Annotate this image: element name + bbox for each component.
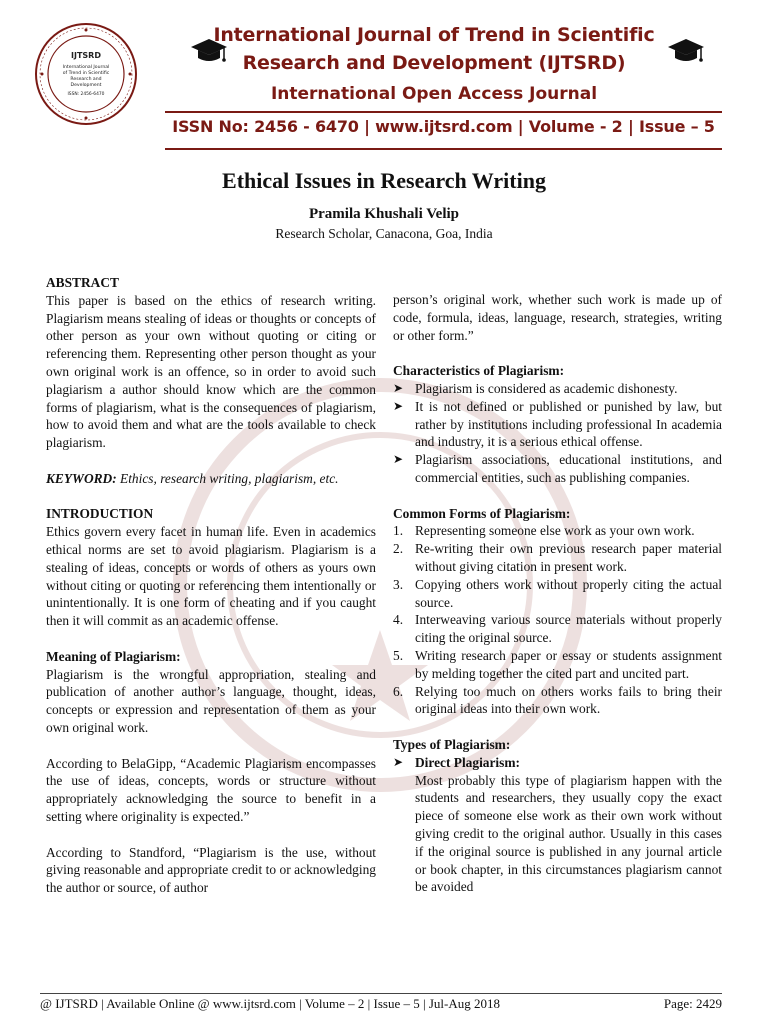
list-item-text: Copying others work without properly citing the actual source. xyxy=(415,576,722,610)
keywords-text: Ethics, research writing, plagiarism, etc. xyxy=(116,470,339,486)
list-number: 2. xyxy=(393,541,404,557)
logo-sub-1: International Journal xyxy=(62,65,110,70)
characteristics-heading: Characteristics of Plagiarism: xyxy=(393,363,565,379)
list-number: 1. xyxy=(393,523,404,539)
direct-plagiarism-heading: Direct Plagiarism: xyxy=(415,754,520,770)
ijtsrd-logo-seal xyxy=(34,22,138,126)
page-number: Page: 2429 xyxy=(663,996,722,1011)
right-column xyxy=(393,291,722,896)
issn-line: ISSN No: 2456 - 6470 | www.ijtsrd.com | Volume - 2 | Issue – 5 xyxy=(172,117,715,136)
list-item-text: Relying too much on others works fails to bring their original ideas into their own work. xyxy=(415,683,722,717)
forms-heading: Common Forms of Plagiarism: xyxy=(393,505,571,521)
paper-title: Ethical Issues in Research Writing xyxy=(222,168,546,193)
left-column xyxy=(46,274,376,897)
list-item-text: Representing someone else work as your own work. xyxy=(415,523,695,539)
keywords xyxy=(46,470,376,488)
types-heading: Types of Plagiarism: xyxy=(393,736,511,752)
footer-citation: @ IJTSRD | Available Online @ www.ijtsrd.com | Volume – 2 | Issue – 5 | Jul-Aug 2018 xyxy=(40,996,500,1011)
list-item xyxy=(393,611,722,647)
arrow-bullet-icon: ➤ xyxy=(393,452,404,467)
list-item-text: Re-writing their own previous research paper material without giving citation in present work. xyxy=(415,541,722,574)
arrow-bullet-icon: ➤ xyxy=(393,398,404,413)
list-item xyxy=(393,754,722,896)
logo-center-text: IJTSRD xyxy=(71,51,101,60)
arrow-bullet-icon: ➤ xyxy=(393,380,404,395)
characteristics-list xyxy=(393,380,722,487)
list-number: 6. xyxy=(393,683,404,699)
abstract-text: This paper is based on the ethics of research writing. Plagiarism means stealing of ideas or thoughts or concepts of other person as your own without quoting or citing or referencing them. Representing other person thought as your own original work is an offence, so in order to avoid such plagiarism a author should know which are the common forms of plagiarism, what is the consequences of plagiarism, how to avoid them and what are the tools available to check plagiarism. xyxy=(46,292,376,451)
list-item xyxy=(393,576,722,612)
logo-sub-3: Research and xyxy=(70,77,102,82)
header-divider-bottom xyxy=(165,148,722,150)
journal-title-line-2: Research and Development (IJTSRD) xyxy=(242,52,626,74)
introduction-text: Ethics govern every facet in human life. Even in academics ethical norms are set to avoid plagiarism. Plagiarism is a stealing of ideas, concepts or words of others as yours own without citing or quoting or referencing them intentionally or unintentionally. It is one form of cheating and if you caught then it will commit as an academic offense. xyxy=(46,524,376,629)
list-number: 3. xyxy=(393,576,404,592)
list-item xyxy=(393,451,722,487)
arrow-bullet-icon: ➤ xyxy=(393,754,404,769)
list-item xyxy=(393,683,722,719)
list-item xyxy=(393,398,722,451)
forms-list xyxy=(393,522,722,718)
list-number: 4. xyxy=(393,612,404,628)
direct-plagiarism-text: Most probably this type of plagiarism happen with the students and researchers, they usually copy the exact piece of someone else work as their own work without giving credit to the original author. Usually in this cases if the original source is published in any journal article or book chapter, in this circumstances plagiarism cannot be avoided xyxy=(415,772,722,895)
standford-quote: According to Standford, “Plagiarism is the use, without giving reasonable and appropriate credit to or acknowledging the author or source, of author xyxy=(46,844,376,896)
types-list xyxy=(393,754,722,896)
abstract-heading: ABSTRACT xyxy=(46,275,119,290)
belagipp-quote: According to BelaGipp, “Academic Plagiarism encompasses the use of ideas, concepts, words or structure without appropriately acknowledging the source to benefit in a setting where originality is expected.” xyxy=(46,755,376,824)
list-item xyxy=(393,380,722,398)
logo-sub-2: of Trend in Scientific xyxy=(62,71,110,76)
list-item xyxy=(393,647,722,683)
list-item-text: Plagiarism is considered as academic dishonesty. xyxy=(415,380,678,396)
journal-subtitle: International Open Access Journal xyxy=(270,84,598,104)
author-affiliation: Research Scholar, Canacona, Goa, India xyxy=(275,226,493,241)
list-item-text: Writing research paper or essay or students assignment by melding together the cited part and uncited part. xyxy=(415,647,722,681)
footer-divider xyxy=(40,993,722,994)
list-number: 5. xyxy=(393,647,404,663)
author-name: Pramila Khushali Velip xyxy=(308,206,460,222)
meaning-heading: Meaning of Plagiarism: xyxy=(46,648,181,664)
logo-issn: ISSN: 2456-6470 xyxy=(67,92,105,97)
list-item-text: Interweaving various source materials without properly citing the original source. xyxy=(415,612,722,646)
continued-quote: person’s original work, whether such work is made up of code, formula, ideas, language, research, strategies, writing or other form.” xyxy=(393,292,722,343)
list-item xyxy=(393,540,722,576)
meaning-text: Plagiarism is the wrongful appropriation, stealing and publication of another author’s language, thought, ideas, concepts or expression and representation of them as your own original work. xyxy=(46,666,376,735)
list-item-text: It is not defined or published or punished by law, but rather by institutions including professional In academia and industry, it is a serious ethical offense. xyxy=(415,398,722,450)
introduction-heading: INTRODUCTION xyxy=(46,506,154,522)
journal-title-line-1: International Journal of Trend in Scientific xyxy=(213,24,655,46)
keywords-label: KEYWORD: xyxy=(46,470,117,486)
list-item xyxy=(393,522,722,540)
header-divider-top xyxy=(165,111,722,113)
list-item-text: Plagiarism associations, educational institutions, and commercial entities, such as publishing companies. xyxy=(415,452,722,485)
logo-sub-4: Development xyxy=(70,83,102,88)
